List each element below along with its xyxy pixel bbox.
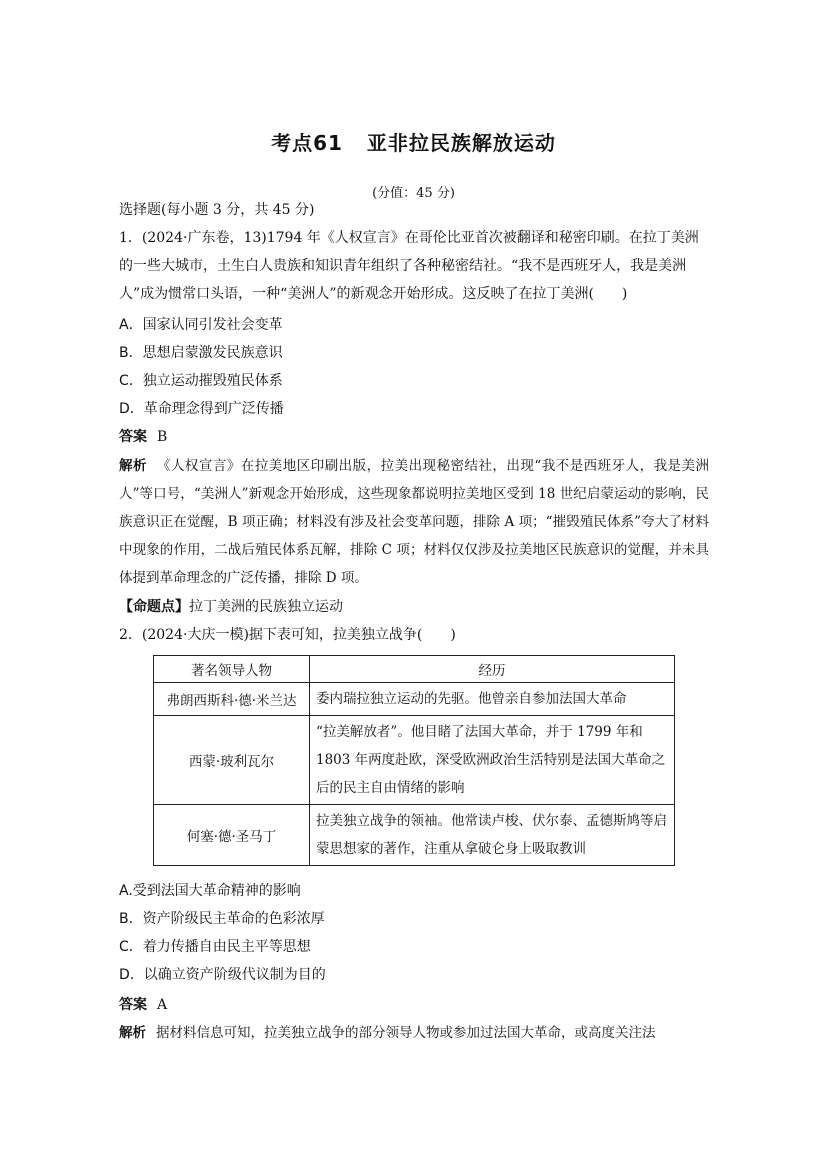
page-title <box>0 127 827 156</box>
q2-answer <box>119 995 167 1015</box>
q2-option-a: A.受到法国大革命精神的影响 <box>119 883 301 899</box>
table-header-cell: 著名领导人物 <box>154 656 310 683</box>
q1-point-text: 拉丁美洲的民族独立运动 <box>189 599 343 615</box>
q1-explain-text: 《人权宣言》在拉美地区印刷出版，拉美出现秘密结社，出现“我不是西班牙人，我是美洲人”等口号，“美洲人”新观念开始形成，这些现象都说明拉美地区受到 18 世纪启蒙运动的影响，民族意识正在觉醒，B 项正确；材料没有涉及社会变革问题，排除 A 项；“摧毁殖民体系”夸大了材料中现象的作用，二战后殖民体系瓦解，排除 C 项；材料仅仅涉及拉美地区民族意识的觉醒，并未具体提到革命理念的广泛传播，排除 D 项。 <box>119 458 710 586</box>
q1-option-a: A．国家认同引发社会变革 <box>119 317 283 333</box>
q2-option-d: D．以确立资产阶级代议制为目的 <box>119 967 326 983</box>
q2-explain-text: 据材料信息可知，拉美独立战争的部分领导人物或参加过法国大革命，或高度关注法 <box>156 1025 656 1041</box>
q1-answer-value: B <box>157 429 168 445</box>
q1-option-b: B．思想启蒙激发民族意识 <box>119 345 283 361</box>
q1-explain-label: 解析 <box>119 458 147 474</box>
table-row <box>154 683 675 716</box>
score-note: (分值：45 分) <box>372 186 455 201</box>
q1-option-d: D．革命理念得到广泛传播 <box>119 401 284 417</box>
leader-experience: 拉美独立战争的领袖。他常读卢梭、伏尔泰、孟德斯鸠等启蒙思想家的著作，注重从拿破仑身上吸取教训 <box>310 805 675 866</box>
table-header-cell: 经历 <box>310 656 675 683</box>
leaders-table <box>153 655 675 866</box>
leader-experience: 委内瑞拉独立运动的先驱。他曾亲自参加法国大革命 <box>310 683 675 716</box>
leader-experience: “拉美解放者”。他目睹了法国大革命，并于 1799 年和 1803 年两度赴欧，深受欧洲政治生活特别是法国大革命之后的民主自由情绪的影响 <box>310 716 675 805</box>
q2-explanation <box>119 1023 656 1043</box>
q2-answer-label: 答案 <box>119 997 147 1013</box>
q1-answer <box>119 427 167 447</box>
title-text: 亚非拉民族解放运动 <box>366 131 556 155</box>
title-number: 考点61 <box>271 131 343 155</box>
q1-explanation <box>119 452 709 592</box>
q1-stem: 1．(2024·广东卷，13)1794 年《人权宣言》在哥伦比亚首次被翻译和秘密印刷。在拉丁美洲的一些大城市，土生白人贵族和知识青年组织了各种秘密结社。“我不是西班牙人，我是美洲人”成为惯常口头语，一种“美洲人”的新观念开始形成。这反映了在拉丁美洲( ) <box>119 230 699 302</box>
q1-option-c: C．独立运动摧毁殖民体系 <box>119 373 283 389</box>
q2-option-b: B．资产阶级民主革命的色彩浓厚 <box>119 911 325 927</box>
table-header-row <box>154 656 675 683</box>
section-heading: 选择题(每小题 3 分，共 45 分) <box>119 202 315 218</box>
q1-point-label: 【命题点】 <box>119 599 189 615</box>
table-row <box>154 805 675 866</box>
leader-name: 何塞·德·圣马丁 <box>154 805 310 866</box>
leader-name: 西蒙·玻利瓦尔 <box>154 716 310 805</box>
leader-name: 弗朗西斯科·德·米兰达 <box>154 683 310 716</box>
q1-point <box>119 597 343 617</box>
q2-stem: 2．(2024·大庆一模)据下表可知，拉美独立战争( ) <box>119 627 456 643</box>
table-row <box>154 716 675 805</box>
q2-option-c: C．着力传播自由民主平等思想 <box>119 939 311 955</box>
q2-answer-value: A <box>157 997 168 1013</box>
q2-explain-label: 解析 <box>119 1025 146 1041</box>
q1-answer-label: 答案 <box>119 429 147 445</box>
